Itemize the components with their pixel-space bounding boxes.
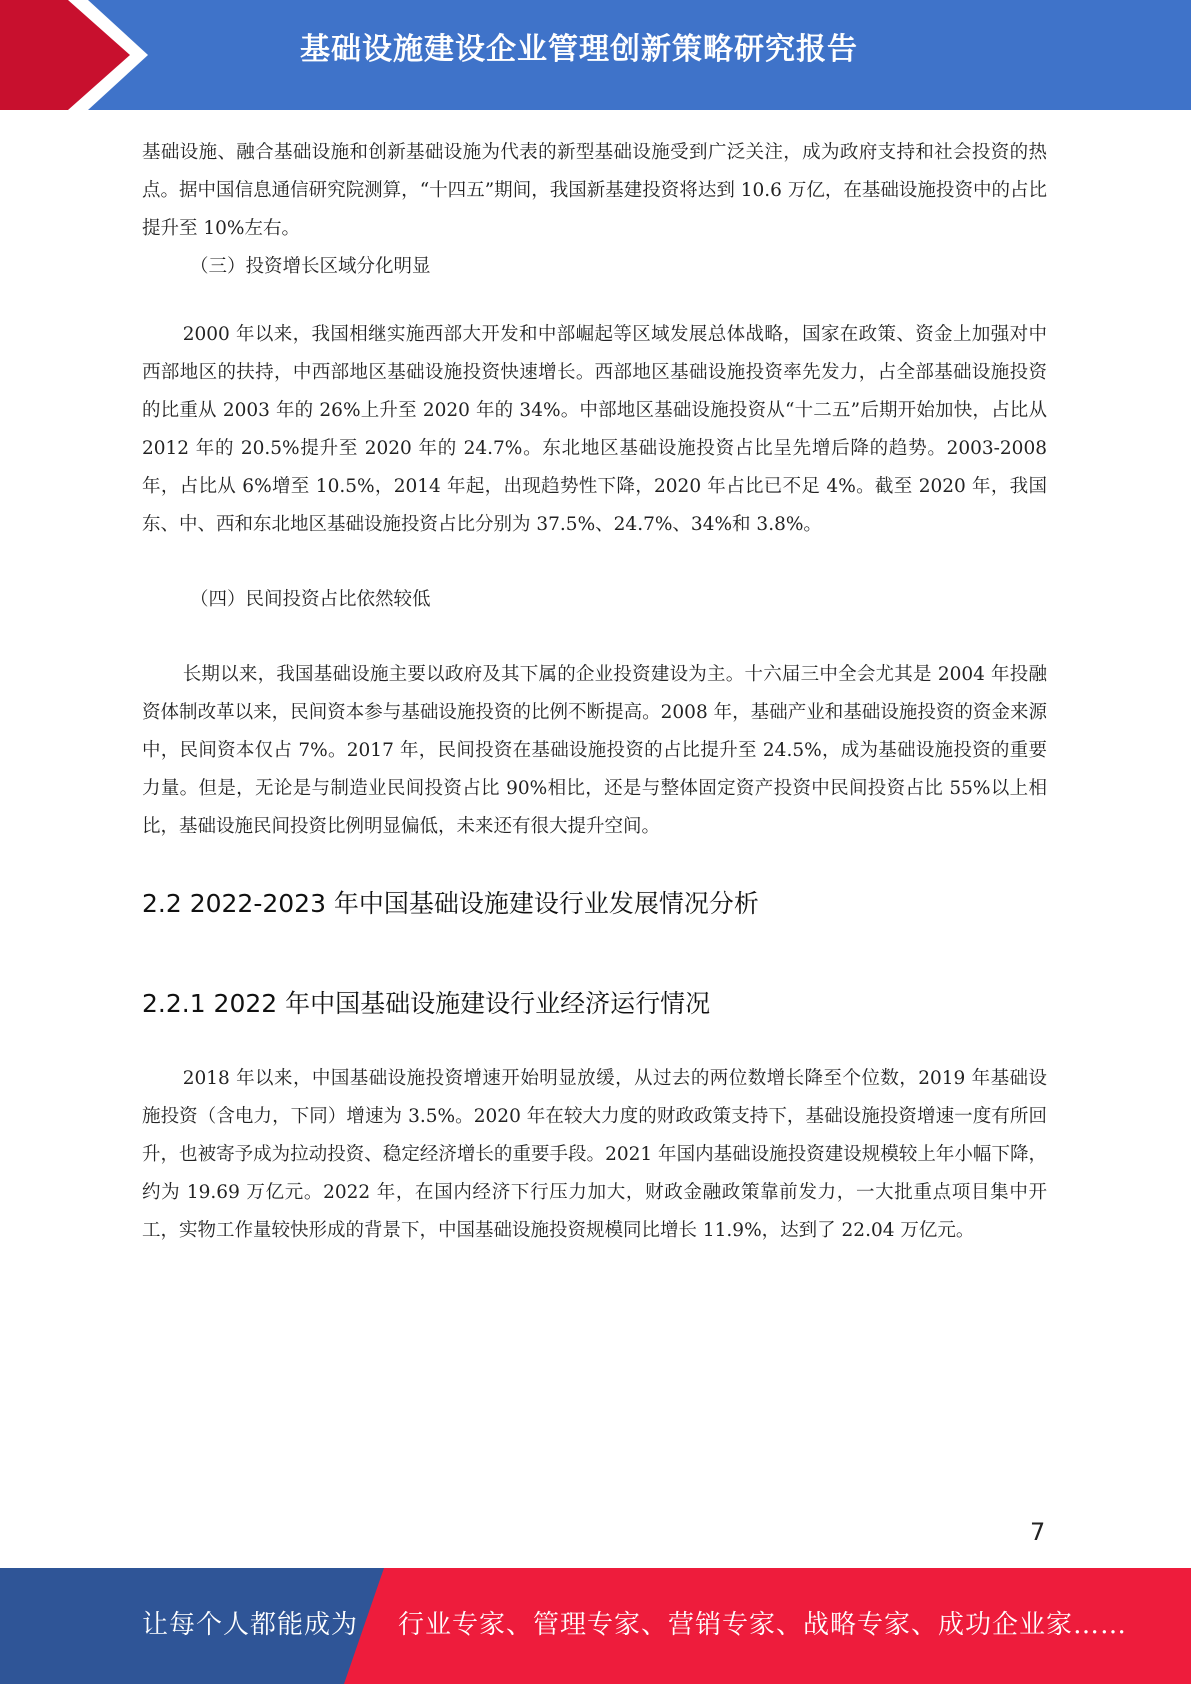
paragraph-new-infrastructure: 基础设施、融合基础设施和创新基础设施为代表的新型基础设施受到广泛关注，成为政府支持和社会投资的热点。据中国信息通信研究院测算，“十四五”期间，我国新基建投资将达到 10.6 万亿，在基础设施投资中的占比提升至 10%左右。 xyxy=(142,142,1047,239)
page-content xyxy=(142,134,1047,1250)
page-header xyxy=(0,0,1191,110)
subsection-heading-3: （三）投资增长区域分化明显 xyxy=(190,256,431,277)
page-number: 7 xyxy=(1030,1518,1046,1546)
section-heading-2-2: 2.2 2022-2023 年中国基础设施建设行业发展情况分析 xyxy=(142,889,759,918)
header-chevron-icon xyxy=(0,0,160,110)
footer-slogan-left: 让每个人都能成为 xyxy=(142,1610,359,1640)
paragraph-2022-operation: 2018 年以来，中国基础设施投资增速开始明显放缓，从过去的两位数增长降至个位数，2019 年基础设施投资（含电力，下同）增速为 3.5%。2020 年在较大力度的财政政策支持下，基础设施投资增速一度有所回升，也被寄予成为拉动投资、稳定经济增长的重要手段。2021 年国内基础设施投资建设规模较上年小幅下降，约为 19.69 万亿元。2022 年，在国内经济下行压力加大，财政金融政策靠前发力，一大批重点项目集中开工，实物工作量较快形成的背景下，中国基础设施投资规模同比增长 11.9%，达到了 22.04 万亿元。 xyxy=(142,1068,1047,1241)
section-heading-2-2-1: 2.2.1 2022 年中国基础设施建设行业经济运行情况 xyxy=(142,989,711,1018)
paragraph-regional-growth: 2000 年以来，我国相继实施西部大开发和中部崛起等区域发展总体战略，国家在政策、资金上加强对中西部地区的扶持，中西部地区基础设施投资快速增长。西部地区基础设施投资率先发力，占全部基础设施投资的比重从 2003 年的 26%上升至 2020 年的 34%。中部地区基础设施投资从“十二五”后期开始加快，占比从 2012 年的 20.5%提升至 2020 年的 24.7%。东北地区基础设施投资占比呈先增后降的趋势。2003-2008 年，占比从 6%增至 10.5%，2014 年起，出现趋势性下降，2020 年占比已不足 4%。截至 2020 年，我国东、中、西和东北地区基础设施投资占比分别为 37.5%、24.7%、34%和 3.8%。 xyxy=(142,324,1047,535)
footer-slogan-right: 行业专家、管理专家、营销专家、战略专家、成功企业家…… xyxy=(398,1610,1128,1640)
page-footer xyxy=(0,1568,1191,1684)
paragraph-private-investment: 长期以来，我国基础设施主要以政府及其下属的企业投资建设为主。十六届三中全会尤其是 2004 年投融资体制改革以来，民间资本参与基础设施投资的比例不断提高。2008 年，基础产业和基础设施投资的资金来源中，民间资本仅占 7%。2017 年，民间投资在基础设施投资的占比提升至 24.5%，成为基础设施投资的重要力量。但是，无论是与制造业民间投资占比 90%相比，还是与整体固定资产投资中民间投资占比 55%以上相比，基础设施民间投资比例明显偏低，未来还有很大提升空间。 xyxy=(142,664,1047,837)
subsection-heading-4: （四）民间投资占比依然较低 xyxy=(190,589,431,610)
report-title: 基础设施建设企业管理创新策略研究报告 xyxy=(300,32,858,67)
